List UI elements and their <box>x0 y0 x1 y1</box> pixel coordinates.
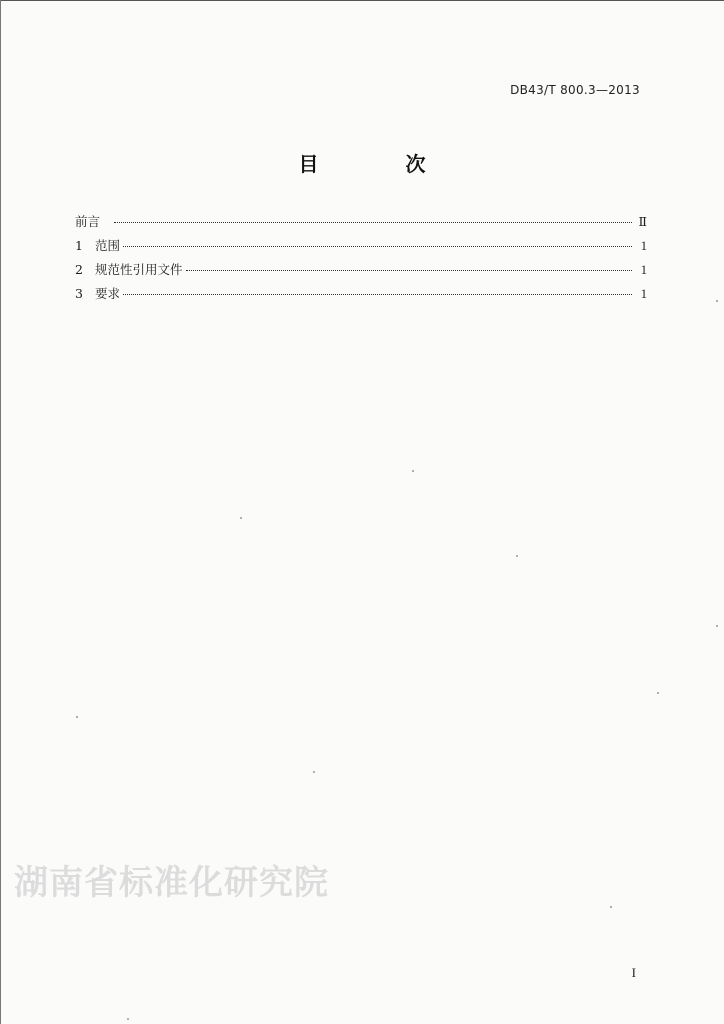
toc-entry-page: 1 <box>640 287 647 301</box>
scan-speck <box>657 692 659 694</box>
toc-dot-leader <box>123 294 632 295</box>
watermark: 湖南省标准化研究院 <box>14 863 329 903</box>
toc-dot-leader <box>186 270 632 271</box>
toc-dot-leader <box>123 246 632 247</box>
scan-speck <box>412 470 414 472</box>
toc-dot-leader <box>114 222 632 223</box>
scan-speck <box>716 625 718 627</box>
toc-entry-label: 规范性引用文件 <box>95 262 183 277</box>
toc-entry-label: 要求 <box>95 286 121 301</box>
scan-speck <box>610 906 612 908</box>
document-code: DB43/T 800.3—2013 <box>510 83 640 97</box>
scan-edge-top <box>0 0 724 1</box>
page-number: I <box>631 965 636 980</box>
scan-speck <box>313 771 315 773</box>
toc-entry-label: 前言 <box>75 214 101 229</box>
scan-speck <box>516 555 518 557</box>
scan-speck <box>716 300 718 302</box>
toc-entry-page: 1 <box>640 239 647 253</box>
toc-entry-number: 2 <box>75 262 83 277</box>
toc-entry-requirements[interactable] <box>75 284 647 308</box>
table-of-contents <box>75 212 647 308</box>
toc-title: 目 次 <box>298 152 466 176</box>
toc-entry-foreword[interactable] <box>75 212 647 236</box>
toc-entry-label: 范围 <box>95 238 121 253</box>
toc-entry-number: 3 <box>75 286 83 301</box>
toc-entry-page: Ⅱ <box>638 215 647 229</box>
toc-entry-number: 1 <box>75 238 83 253</box>
toc-entry-normative-references[interactable] <box>75 260 647 284</box>
scan-speck <box>127 1018 129 1020</box>
toc-entry-page: 1 <box>640 263 647 277</box>
scan-speck <box>76 716 78 718</box>
toc-entry-scope[interactable] <box>75 236 647 260</box>
scan-speck <box>240 517 242 519</box>
